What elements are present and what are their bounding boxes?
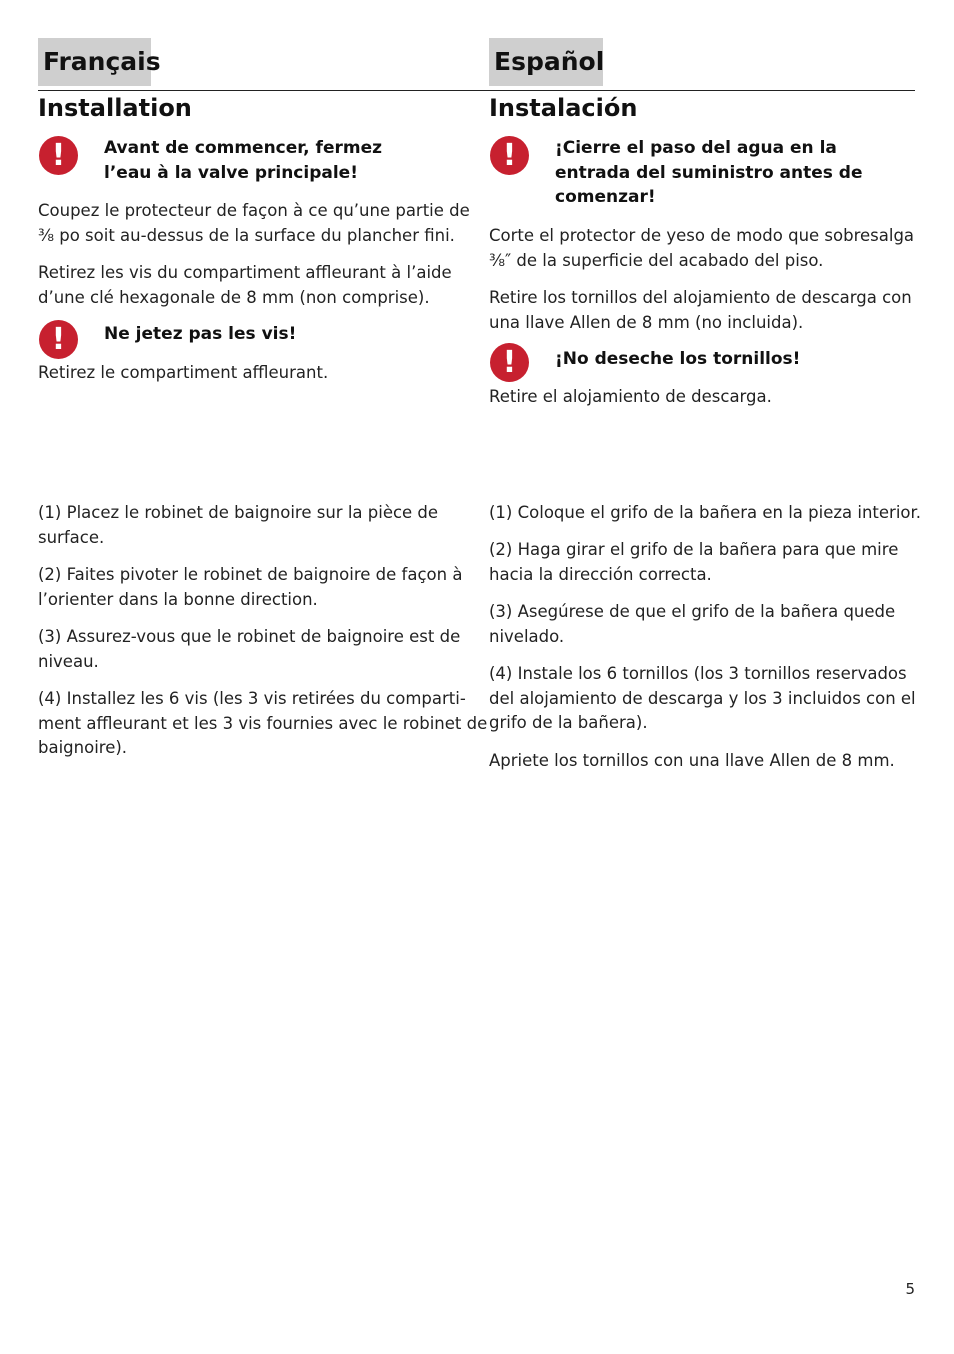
- exclamation-icon: !: [39, 320, 78, 359]
- warning-water-fr: [39, 136, 459, 186]
- step-4-fr: (4) Installez les 6 vis (les 3 vis retirées du comparti- ment affleurant et les 3 vis fournies avec le robinet de baignoire).: [38, 689, 488, 757]
- page-number: 5: [905, 1280, 915, 1298]
- warning-water-es: [490, 136, 910, 211]
- paragraph-cut-protector-fr: Coupez le protecteur de façon à ce qu’une partie de ⅜ po soit au-dessus de la surface du plancher fini.: [38, 201, 470, 245]
- header-divider: [38, 90, 915, 91]
- step-1-fr: (1) Placez le robinet de baignoire sur la pièce de surface.: [38, 503, 439, 547]
- exclamation-icon: !: [39, 136, 78, 175]
- step-5-es: Apriete los tornillos con una llave Allen de 8 mm.: [489, 751, 895, 770]
- warning-screws-fr: [39, 320, 459, 360]
- step-3-fr: (3) Assurez-vous que le robinet de baignoire est de niveau.: [38, 627, 461, 671]
- warning-text: Ne jetez pas les vis!: [104, 324, 297, 344]
- exclamation-icon: !: [490, 136, 529, 175]
- heading-installation-fr: Installation: [38, 94, 192, 122]
- paragraph-cut-protector-es: Corte el protector de yeso de modo que sobresalga ⅜″ de la superficie del acabado del piso.: [489, 226, 915, 270]
- paragraph-remove-screws-fr: Retirez les vis du compartiment affleurant à l’aide d’une clé hexagonale de 8 mm (non comprise).: [38, 263, 452, 307]
- warning-screws-es: [490, 343, 910, 383]
- warning-text: Avant de commencer, fermez l’eau à la valve principale!: [104, 138, 383, 183]
- step-2-fr: (2) Faites pivoter le robinet de baignoire de façon à l’orienter dans la bonne direction.: [38, 565, 463, 609]
- paragraph-remove-housing-es: Retire el alojamiento de descarga.: [489, 387, 772, 406]
- exclamation-icon: !: [490, 343, 529, 382]
- lang-tab-spanish: Español: [489, 38, 603, 86]
- step-2-es: (2) Haga girar el grifo de la bañera para que mire hacia la dirección correcta.: [489, 540, 899, 584]
- paragraph-remove-screws-es: Retire los tornillos del alojamiento de descarga con una llave Allen de 8 mm (no incluida).: [489, 288, 912, 332]
- warning-text: ¡No deseche los tornillos!: [555, 349, 801, 369]
- step-3-es: (3) Asegúrese de que el grifo de la bañera quede nivelado.: [489, 602, 896, 646]
- lang-tab-french: Français: [38, 38, 151, 86]
- step-4-es: (4) Instale los 6 tornillos (los 3 tornillos reservados del alojamiento de descarga y los 3 incluidos con el grifo de la bañera).: [489, 664, 916, 732]
- paragraph-remove-housing-fr: Retirez le compartiment affleurant.: [38, 363, 329, 382]
- step-1-es: (1) Coloque el grifo de la bañera en la pieza interior.: [489, 503, 922, 522]
- warning-text: ¡Cierre el paso del agua en la entrada del suministro antes de comenzar!: [555, 138, 863, 207]
- heading-installation-es: Instalación: [489, 94, 638, 122]
